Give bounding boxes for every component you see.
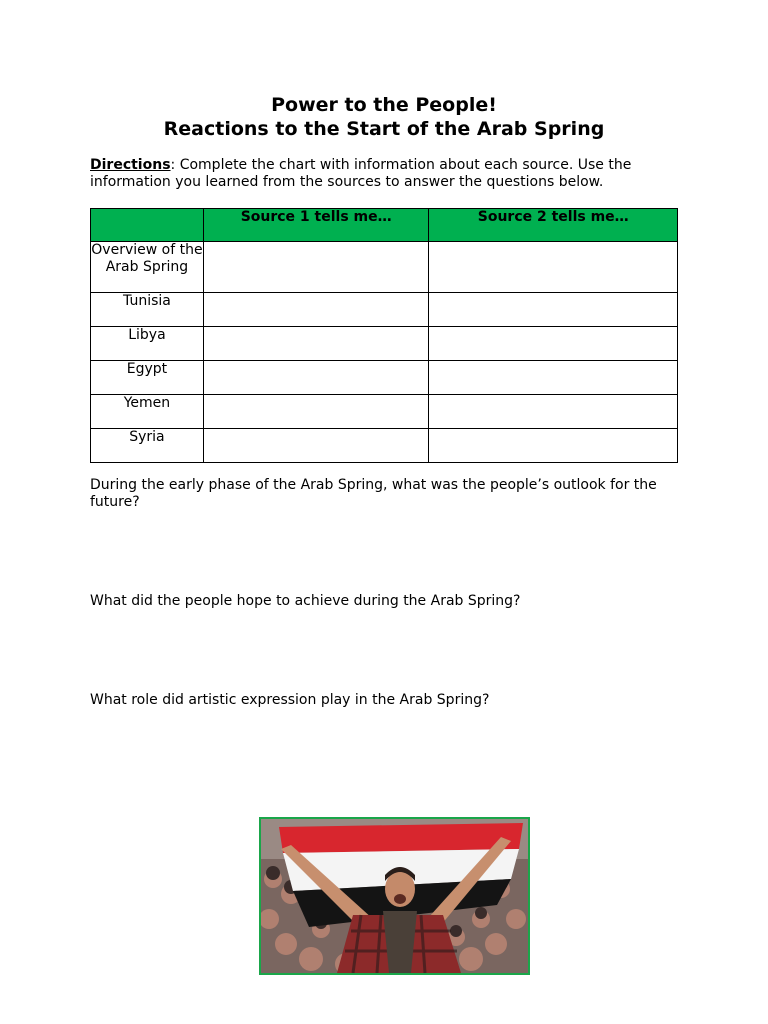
cell-source-1[interactable] xyxy=(203,242,429,293)
cell-source-2[interactable] xyxy=(429,395,678,429)
row-label-egypt: Egypt xyxy=(91,361,204,395)
cell-source-1[interactable] xyxy=(203,293,429,327)
chart-header-source-1: Source 1 tells me… xyxy=(203,209,429,242)
source-chart xyxy=(90,208,678,463)
cell-source-1[interactable] xyxy=(203,395,429,429)
cell-source-1[interactable] xyxy=(203,361,429,395)
table-row xyxy=(91,361,678,395)
row-label-yemen: Yemen xyxy=(91,395,204,429)
page-title: Power to the People! xyxy=(271,94,497,116)
cell-source-2[interactable] xyxy=(429,327,678,361)
cell-source-1[interactable] xyxy=(203,327,429,361)
row-label-tunisia: Tunisia xyxy=(91,293,204,327)
page-subtitle: Reactions to the Start of the Arab Spring xyxy=(163,118,605,140)
cell-source-2[interactable] xyxy=(429,242,678,293)
protester-with-egyptian-flag-photo xyxy=(259,817,530,975)
row-label-overview: Overview of the Arab Spring xyxy=(91,242,204,293)
table-row xyxy=(91,242,678,293)
table-row xyxy=(91,293,678,327)
row-label-libya: Libya xyxy=(91,327,204,361)
cell-source-2[interactable] xyxy=(429,361,678,395)
question-hope: What did the people hope to achieve during the Arab Spring? xyxy=(90,593,521,609)
directions xyxy=(90,157,680,191)
question-outlook: During the early phase of the Arab Spring, what was the people’s outlook for the future? xyxy=(90,477,657,510)
table-row xyxy=(91,395,678,429)
cell-source-2[interactable] xyxy=(429,293,678,327)
chart-header-row xyxy=(91,209,678,242)
row-label-syria: Syria xyxy=(91,429,204,463)
question-artistic-expression: What role did artistic expression play in the Arab Spring? xyxy=(90,692,490,708)
directions-text: : Complete the chart with information about each source. Use the information you learned from the sources to answer the questions below. xyxy=(90,157,632,190)
directions-label: Directions xyxy=(90,157,171,173)
table-row xyxy=(91,327,678,361)
cell-source-1[interactable] xyxy=(203,429,429,463)
chart-header-source-2: Source 2 tells me… xyxy=(429,209,678,242)
table-row xyxy=(91,429,678,463)
cell-source-2[interactable] xyxy=(429,429,678,463)
chart-header-empty xyxy=(91,209,204,242)
